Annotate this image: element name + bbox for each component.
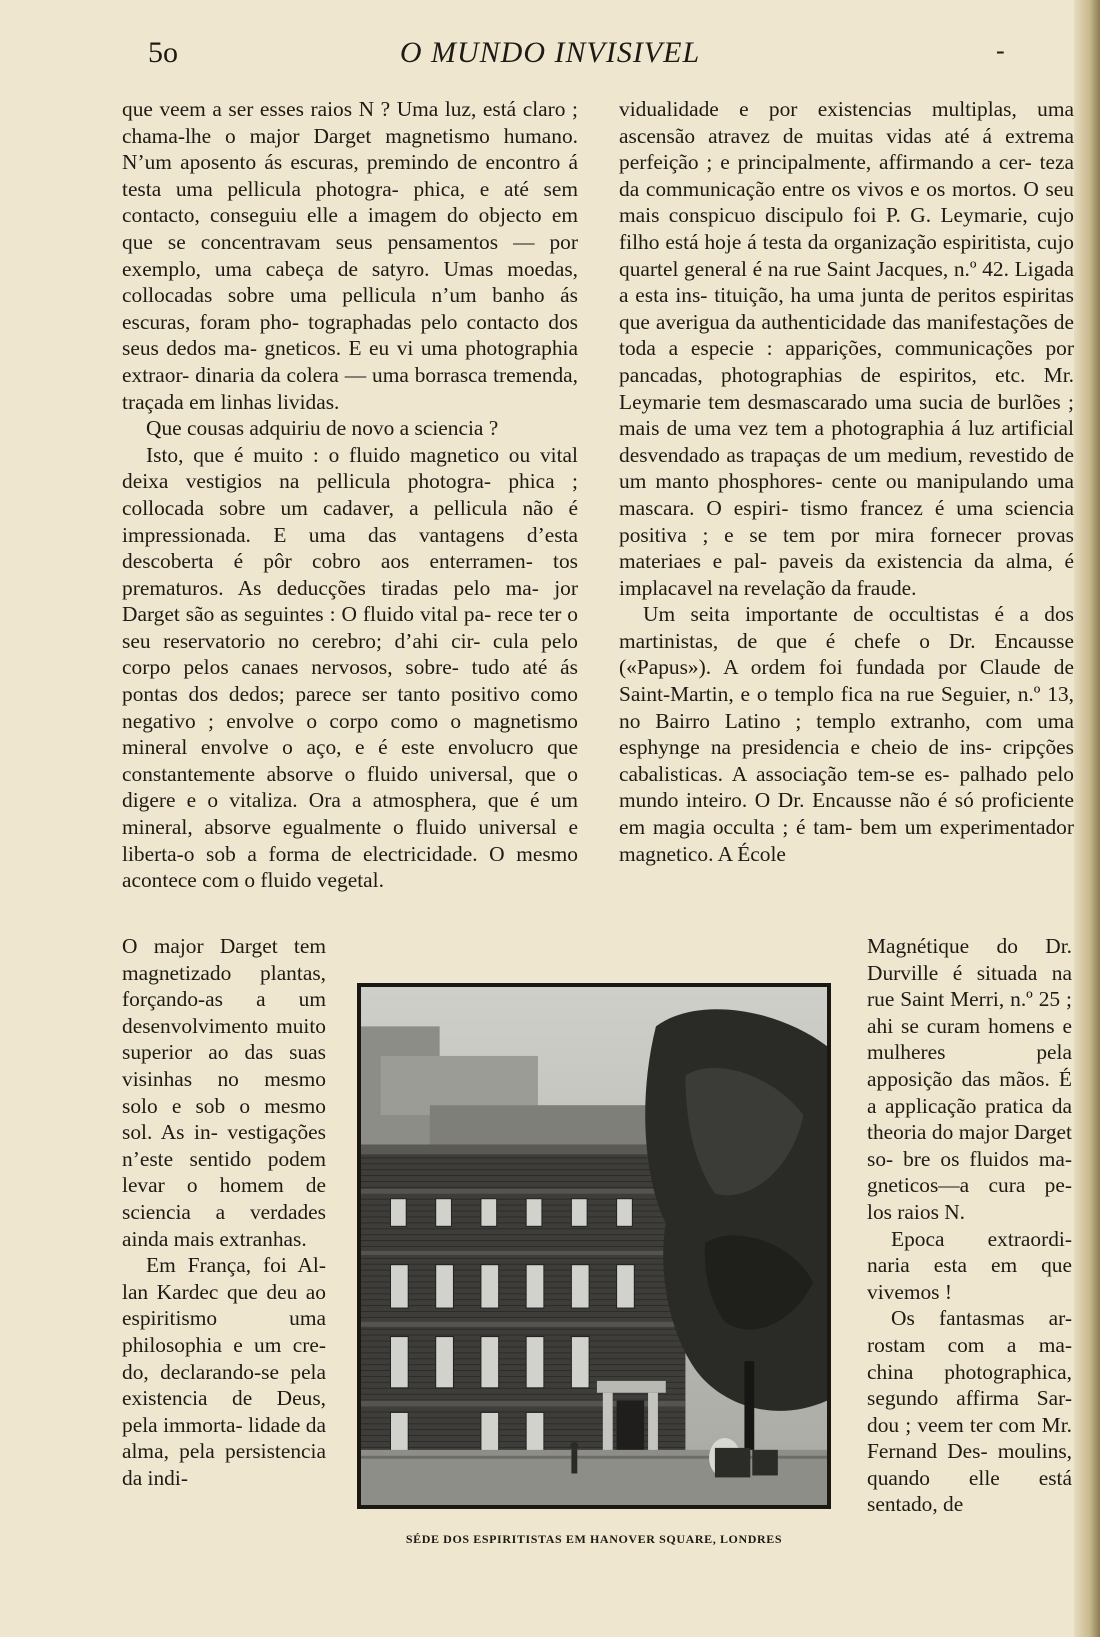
paragraph: que veem a ser esses raios N ? Uma luz, está claro ; chama-lhe o major Darget magnetismo humano. N’um aposento ás escuras, premindo de encontro á testa uma pellicula photogra- phica, e até sem contacto, conseguiu elle a imagem do objecto em que se concentravam seus pensamentos — por exemplo, uma cabeça de satyro. Umas moedas, collocadas sobre uma pellicula n’um banho ás escuras, foram pho- tographadas pelo contacto dos seus dedos ma- gneticos. E eu vi uma photographia extraor- dinaria da colera — uma borrasca tremenda, traçada em linhas lividas. <box>122 97 578 414</box>
column-right-bottom <box>867 933 1072 1518</box>
column-left-top <box>122 96 578 894</box>
page-number: 5o <box>148 36 178 69</box>
building-photograph <box>357 983 831 1509</box>
paragraph: Que cousas adquiriu de novo a sciencia ? <box>146 416 499 441</box>
building-illustration <box>361 987 827 1505</box>
photo-caption: SÉDE DOS ESPIRITISTAS EM HANOVER SQUARE, LONDRES <box>405 1532 783 1546</box>
paragraph: Um seita importante de occultistas é a dos martinistas, de que é chefe o Dr. Encausse («Papus»). A ordem foi fundada por Claude de Saint-Martin, e o templo fica na rue Seguier, n.º 13, no Bairro Latino ; templo extranho, com uma esphynge na presidencia e cheio de ins- cripções cabalisticas. A associação tem-se es- palhado pelo mundo inteiro. O Dr. Encausse não é só proficiente em magia occulta ; é tam- bem um experimentador magnetico. A École <box>619 602 1074 866</box>
paragraph: O major Darget tem magnetizado plantas, forçando-as a um desenvolvimento muito superior ao das suas visinhas no mesmo solo e sob o mesmo sol. As in- vestigações n’este sentido podem levar o homem de sciencia a verdades ainda mais extranhas. <box>122 934 326 1251</box>
column-right-top <box>619 96 1074 867</box>
running-title: O MUNDO INVISIVEL <box>399 36 701 69</box>
paragraph: vidualidade e por existencias multiplas, uma ascensão atravez de muitas vidas até á extrema perfeição ; e principalmente, affirmando a cer- teza da communicação entre os vivos e os mortos. O seu mais conspicuo discipulo foi P. G. Leymarie, cujo filho está hoje á testa da organização espiritista, cujo quartel general é na rue Saint Jacques, n.º 42. Ligada a esta ins- tituição, ha uma junta de peritos espiritas que averigua da authenticidade das manifestações de toda a especie : apparições, communicações por pancadas, photographias de espiritos, etc. Mr. Leymarie tem desmascarado uma sucia de burlões ; mais de uma vez tem a photographia á luz artificial desvendado as trapaças de um medium, revestido de um manto phosphores- cente ou manipulando uma mascara. O espiri- tismo francez é uma sciencia positiva ; e se tem por mira fornecer provas materiaes e pal- paveis da existencia da alma, é implacavel na revelação da fraude. <box>619 97 1074 600</box>
paragraph: Os fantasmas ar- rostam com a ma- china photographica, segundo affirma Sar- dou ; veem ter com Mr. Fernand Des- moulins, quando elle está sentado, de <box>867 1306 1072 1517</box>
column-left-bottom <box>122 933 326 1491</box>
page-edge <box>1074 0 1100 1637</box>
paragraph: Epoca extraordi- naria esta em que vivemos ! <box>867 1226 1072 1304</box>
paragraph: Magnétique do Dr. Durville é situada na rue Saint Merri, n.º 25 ; ahi se curam homens e mulheres pela apposição das mãos. É a applicação pratica da theoria do major Darget so- bre os fluidos ma- gneticos—a cura pe- los raios N. <box>867 934 1072 1224</box>
paragraph: Isto, que é muito : o fluido magnetico ou vital deixa vestigios na pellicula photogra- phica ; collocada sobre um cadaver, a pellicula não é impressionada. E uma das vantagens d’esta descoberta é pôr cobro aos enterramen- tos prematuros. As deducções tiradas pelo ma- jor Darget são as seguintes : O fluido vital pa- rece ter o seu reservatorio no cerebro; d’ahi cir- cula pelo corpo pelos canaes nervosos, sobre- tudo até ás pontas dos dedos; parece ser tanto positivo como negativo ; envolve o corpo como o magnetismo mineral envolve o aço, e é este envolucro que constantemente absorve o fluido universal, que o digere e o vitaliza. Ora a atmosphera, que é um mineral, absorve egualmente o fluido universal e liberta-o sob a forma de electricidade. O mesmo acontece com o fluido vegetal. <box>122 442 578 893</box>
corner-mark: - <box>996 36 1005 65</box>
paragraph: Em França, foi Al- lan Kardec que deu ao espiritismo uma philosophia e um cre- do, declarando-se pela existencia de Deus, pela immorta- lidade da alma, pela persistencia da indi- <box>122 1253 326 1490</box>
